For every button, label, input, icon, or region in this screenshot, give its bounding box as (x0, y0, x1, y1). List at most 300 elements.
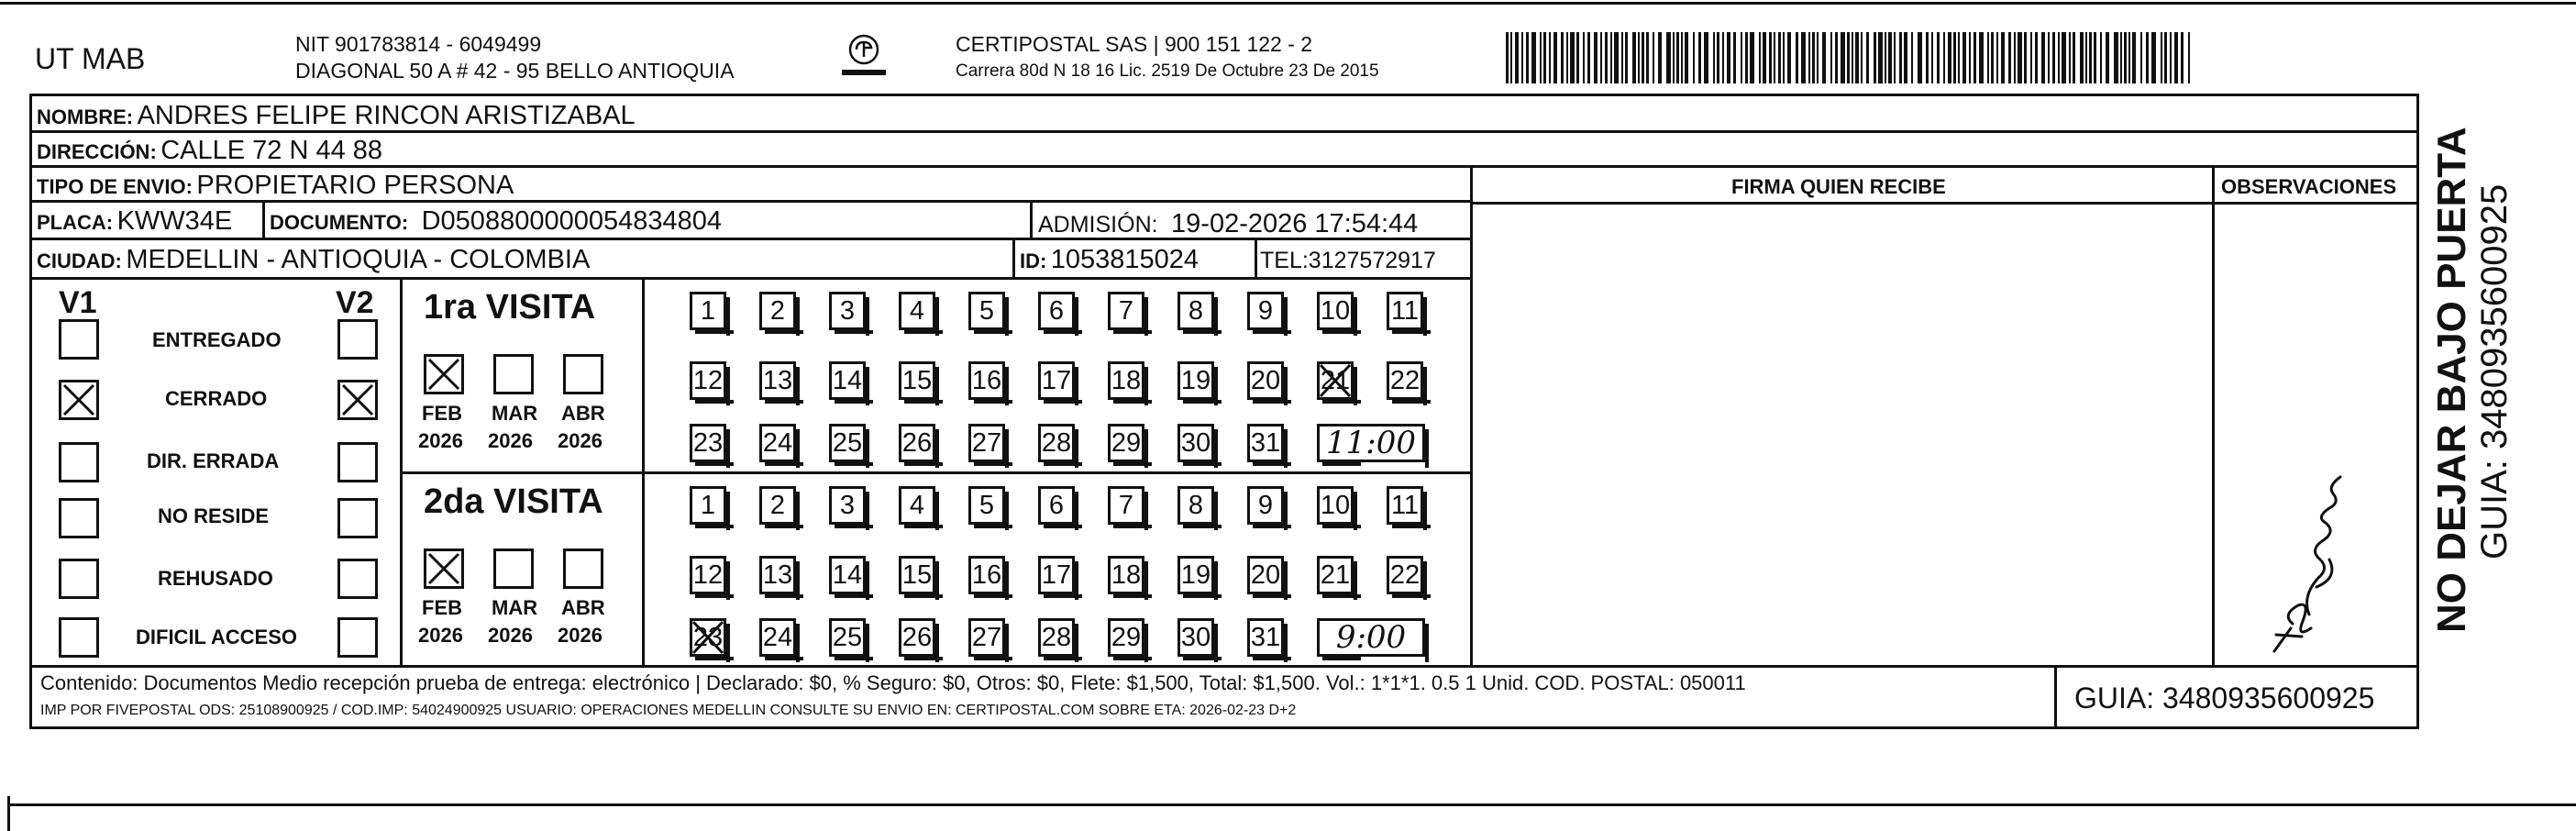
divider-tel (1255, 238, 1257, 278)
visit-day-box[interactable] (1387, 486, 1423, 525)
visit-month-checkbox[interactable] (563, 548, 603, 589)
divider-admision (1030, 200, 1033, 238)
name-label: NOMBRE: (37, 105, 134, 128)
sender-address: DIAGONAL 50 A # 42 - 95 BELLO ANTIOQUIA (295, 59, 735, 83)
visit-day-box[interactable] (829, 424, 866, 462)
city-value: MEDELLIN - ANTIOQUIA - COLOMBIA (126, 245, 591, 274)
visit-day-box[interactable] (1108, 556, 1144, 594)
visit-day-number: 4 (909, 490, 925, 520)
visit-day-number: 4 (909, 295, 925, 326)
visit-day-box[interactable] (1177, 361, 1214, 400)
barcode-bar (1937, 32, 1940, 83)
barcode-bar (2058, 32, 2060, 83)
visit-month-checkbox[interactable] (424, 354, 464, 394)
visit-day-box[interactable] (968, 486, 1005, 525)
status-label: CERRADO (165, 387, 268, 410)
visit-day-box[interactable] (899, 292, 935, 330)
visit-day-number: 9 (1257, 490, 1274, 520)
visit-day-number: 3 (839, 490, 856, 520)
status-v2-checkbox[interactable] (337, 319, 378, 360)
status-v1-checkbox[interactable] (59, 319, 99, 360)
status-v1-checkbox[interactable] (59, 380, 99, 420)
barcode-bar (1727, 32, 1730, 83)
visit-day-number: 10 (1320, 490, 1351, 520)
status-v2-checkbox[interactable] (337, 442, 378, 482)
status-label: REHUSADO (158, 567, 273, 590)
certipostal-logo (836, 31, 891, 83)
visit-day-box[interactable] (690, 361, 726, 400)
barcode-bar (1822, 32, 1826, 83)
barcode-bar (1540, 32, 1542, 83)
barcode-bar (1931, 32, 1933, 83)
visit-day-box[interactable] (759, 556, 796, 594)
cut-line-tick (7, 796, 10, 831)
visit-day-number: 2 (769, 490, 786, 520)
visit-month-checkbox[interactable] (493, 548, 534, 589)
barcode-bar (1642, 32, 1644, 83)
barcode-bar (1953, 32, 1956, 83)
city-label: CIUDAD: (37, 249, 122, 272)
status-v2-checkbox[interactable] (337, 617, 378, 658)
visit-day-number: 20 (1250, 365, 1281, 395)
visit-title: 1ra VISITA (424, 288, 596, 327)
visit-day-number: 26 (901, 427, 933, 458)
visit-day-number: 23 (692, 427, 724, 458)
barcode-bar (1962, 32, 1966, 83)
visit-year-label: 2026 (488, 624, 533, 647)
divider-id (1012, 238, 1015, 278)
barcode-bar (1583, 32, 1585, 83)
barcode-bar (2030, 32, 2032, 83)
visit-day-box[interactable] (1038, 618, 1075, 657)
visit-day-number: 14 (832, 560, 863, 590)
status-label: ENTREGADO (152, 328, 282, 351)
barcode-bar (2073, 32, 2075, 83)
barcode-bar (1704, 32, 1708, 83)
footer-content: Contenido: Documentos Medio recepción prueba de entrega: electrónico | Declarado: $0, % Seguro: $0, Otros: $0, Flete: $1,500, Total: $1,500. Vol.: 1*1*1. 0.5 1 Unid. COD. POSTAL: 050011 (40, 671, 1746, 694)
visit-day-number: 30 (1180, 427, 1211, 458)
visit-day-box[interactable] (1177, 486, 1214, 525)
visit-day-number: 25 (832, 427, 863, 458)
visit-day-number: 22 (1389, 365, 1421, 395)
sender-name: UT MAB (35, 42, 146, 75)
visit-day-box[interactable] (1177, 618, 1214, 657)
barcode-bar (2041, 32, 2045, 83)
status-label: DIFICIL ACCESO (136, 626, 298, 648)
visit-day-box[interactable] (968, 361, 1005, 400)
visit-day-number: 19 (1180, 365, 1211, 395)
plate-label: PLACA: (37, 211, 114, 234)
barcode-bar (1979, 32, 1984, 83)
barcode-bar (1812, 32, 1815, 83)
visit-day-box[interactable] (968, 618, 1005, 657)
barcode-bar (2170, 32, 2172, 83)
barcode-bar (1676, 32, 1679, 83)
barcode-bar (1681, 32, 1683, 83)
admission-row (1038, 211, 1418, 238)
visit-month-checkbox[interactable] (493, 354, 534, 394)
visit-day-box[interactable] (899, 556, 935, 594)
footer-divider (2054, 665, 2057, 729)
barcode-bar (1646, 32, 1649, 83)
visit-day-number: 28 (1041, 622, 1072, 652)
barcode-bar (1741, 32, 1742, 83)
visit-day-box[interactable] (1108, 424, 1144, 462)
barcode-bar (1717, 32, 1719, 83)
barcode-bar (1874, 32, 1876, 83)
barcode-bar (2146, 32, 2149, 83)
barcode-bar (1888, 32, 1892, 83)
top-rule (0, 2, 2576, 5)
visit-day-box[interactable] (968, 556, 1005, 594)
visit-year-label: 2026 (558, 429, 603, 452)
barcode (1506, 0, 2189, 92)
visit-day-box[interactable] (1247, 556, 1284, 594)
status-label: DIR. ERRADA (147, 449, 280, 472)
visit-day-box[interactable] (1177, 424, 1214, 462)
barcode-bar (1943, 32, 1945, 83)
barcode-bar (1531, 32, 1536, 83)
visit-day-number: 5 (978, 295, 995, 326)
visit-day-number: 17 (1041, 365, 1072, 395)
barcode-bar (1621, 32, 1623, 83)
divider-obs (2212, 165, 2215, 665)
barcode-bar (1948, 32, 1951, 83)
barcode-bar (2018, 32, 2022, 83)
barcode-bar (1561, 32, 1564, 83)
status-v2-checkbox[interactable] (337, 559, 378, 599)
barcode-bar (2069, 32, 2071, 83)
visit-day-number: 24 (762, 622, 793, 652)
visit-month-checkbox[interactable] (563, 354, 603, 394)
visit-day-box[interactable] (1108, 486, 1144, 525)
type-value: PROPIETARIO PERSONA (196, 171, 514, 200)
signature (2238, 440, 2366, 660)
visit-day-box[interactable] (829, 486, 866, 525)
visit-day-box[interactable] (1038, 556, 1075, 594)
visit-year-label: 2026 (558, 624, 603, 647)
visit-day-number: 20 (1250, 560, 1281, 590)
visit-day-number: 9 (1257, 295, 1274, 326)
visit-day-number: 19 (1180, 560, 1211, 590)
barcode-bar (1841, 32, 1845, 83)
barcode-bar (2132, 32, 2136, 83)
visit-day-number: 5 (978, 490, 995, 520)
visit-day-box[interactable] (1247, 486, 1284, 525)
barcode-bar (2114, 32, 2118, 83)
barcode-bar (1614, 32, 1619, 83)
visit-day-box[interactable] (759, 618, 796, 657)
visit-day-box[interactable] (829, 556, 866, 594)
barcode-bar (1733, 32, 1736, 83)
barcode-bar (2008, 32, 2011, 83)
visit-day-number: 22 (1389, 560, 1421, 590)
visit-time-box[interactable] (1317, 424, 1425, 462)
visit-day-number: 14 (832, 365, 863, 395)
visit-day-number: 18 (1111, 560, 1142, 590)
barcode-bar (2014, 32, 2016, 83)
visit-day-box[interactable] (759, 424, 796, 462)
barcode-bar (1996, 32, 1998, 83)
visit-time-box[interactable] (1317, 618, 1425, 657)
barcode-bar (1783, 32, 1785, 83)
barcode-bar (1605, 32, 1608, 83)
status-v1-checkbox[interactable] (59, 498, 99, 538)
cut-line (7, 803, 2576, 806)
barcode-bar (1855, 32, 1859, 83)
id-value: 1053815024 (1050, 245, 1200, 274)
visit-day-box[interactable] (899, 424, 935, 462)
barcode-bar (1713, 32, 1715, 83)
barcode-bar (1653, 32, 1654, 83)
barcode-bar (1801, 32, 1806, 83)
barcode-bar (1763, 32, 1766, 83)
visit-day-number: 11 (1390, 490, 1420, 520)
barcode-bar (1685, 32, 1688, 83)
barcode-bar (2052, 32, 2055, 83)
visit-year-label: 2026 (488, 429, 533, 452)
barcode-bar (1673, 32, 1675, 83)
visit-day-box[interactable] (1038, 292, 1075, 330)
visit-day-box[interactable] (690, 292, 726, 330)
visit-day-number: 1 (700, 295, 716, 326)
barcode-bar (2120, 32, 2122, 83)
barcode-bar (1911, 32, 1913, 83)
barcode-bar (1918, 32, 1922, 83)
barcode-bar (2174, 32, 2178, 83)
visit-day-number: 25 (832, 622, 863, 652)
company-license: Carrera 80d N 18 16 Lic. 2519 De Octubre 23 De 2015 (956, 61, 1379, 81)
admission-value: 19-02-2026 17:54:44 (1171, 209, 1419, 238)
tel-value: 3127572917 (1308, 248, 1436, 273)
status-v2-checkbox[interactable] (337, 380, 378, 420)
barcode-bar (1899, 32, 1902, 83)
visit-day-number: 7 (1118, 490, 1134, 520)
visit-day-box[interactable] (1247, 361, 1284, 400)
visit-day-box[interactable] (1387, 361, 1423, 400)
barcode-bar (1894, 32, 1896, 83)
visit-day-box[interactable] (1108, 618, 1144, 657)
status-v1-checkbox[interactable] (59, 559, 99, 599)
visit-day-number: 16 (971, 560, 1002, 590)
barcode-bar (1521, 32, 1523, 83)
barcode-bar (2080, 32, 2084, 83)
barcode-bar (1852, 32, 1853, 83)
visit-day-number: 13 (762, 365, 793, 395)
visit-day-number: 3 (839, 295, 856, 326)
visit-month-label: ABR (561, 402, 605, 425)
tel-row (1260, 249, 1436, 272)
barcode-bar (1796, 32, 1798, 83)
visit-day-number: 30 (1180, 622, 1211, 652)
visit-day-box[interactable] (759, 486, 796, 525)
visit-day-number: 16 (971, 365, 1002, 395)
address-row (37, 138, 382, 164)
visit-day-box[interactable] (899, 361, 935, 400)
visit-day-box[interactable] (1038, 486, 1075, 525)
visit-day-number: 11 (1390, 295, 1420, 326)
id-label: ID: (1020, 249, 1047, 272)
row-rule (1470, 202, 2419, 205)
plate-value: KWW34E (116, 206, 233, 236)
visit-day-box[interactable] (690, 424, 726, 462)
barcode-bar (1808, 32, 1810, 83)
barcode-bar (1553, 32, 1557, 83)
barcode-bar (1885, 32, 1886, 83)
divider-placa (262, 200, 265, 238)
visit-day-number: 7 (1118, 295, 1134, 326)
visit-day-box[interactable] (1177, 556, 1214, 594)
barcode-bar (2151, 32, 2156, 83)
barcode-bar (2106, 32, 2109, 83)
tel-label: TEL: (1260, 248, 1309, 273)
visit-day-box[interactable] (829, 292, 866, 330)
v1-header: V1 (59, 285, 97, 320)
visit-day-number: 6 (1048, 295, 1065, 326)
barcode-bar (1987, 32, 1989, 83)
visit-title: 2da VISITA (424, 482, 603, 521)
visit-day-number: 31 (1250, 622, 1281, 652)
visit-day-box[interactable] (759, 292, 796, 330)
barcode-bar (1638, 32, 1640, 83)
visit-day-box[interactable] (1108, 361, 1144, 400)
visit-day-number: 21 (1320, 365, 1351, 395)
barcode-bar (1698, 32, 1701, 83)
barcode-bar (1515, 32, 1519, 83)
day-mark (1317, 361, 1354, 400)
barcode-bar (1745, 32, 1748, 83)
barcode-bar (1526, 32, 1529, 83)
barcode-bar (1973, 32, 1976, 83)
barcode-bar (1769, 32, 1772, 83)
status-v1-checkbox[interactable] (59, 617, 99, 658)
visit-month-checkbox[interactable] (424, 548, 464, 589)
visit-day-box[interactable] (1317, 556, 1354, 594)
barcode-bar (1610, 32, 1612, 83)
visit-day-box[interactable] (1038, 424, 1075, 462)
firma-header: FIRMA QUIEN RECIBE (1731, 175, 1946, 198)
barcode-bar (1566, 32, 1568, 83)
visit-day-box[interactable] (1317, 361, 1354, 400)
visit-month-label: FEB (422, 596, 462, 619)
status-v2-checkbox[interactable] (337, 498, 378, 538)
visit-day-box[interactable] (899, 486, 935, 525)
visit-day-box[interactable] (1387, 556, 1423, 594)
barcode-bar (1722, 32, 1724, 83)
type-label: TIPO DE ENVIO: (37, 175, 193, 198)
visit-day-box[interactable] (1247, 292, 1284, 330)
visit-day-box[interactable] (899, 618, 935, 657)
barcode-bar (2048, 32, 2050, 83)
visit-day-box[interactable] (690, 486, 726, 525)
visit-time: 11:00 (1326, 425, 1416, 461)
barcode-bar (1866, 32, 1869, 83)
visit-month-label: ABR (561, 596, 605, 619)
row-rule (29, 200, 1472, 203)
barcode-bar (2161, 32, 2162, 83)
visit-day-box[interactable] (1247, 618, 1284, 657)
barcode-bar (1847, 32, 1850, 83)
visit-day-box[interactable] (690, 556, 726, 594)
barcode-bar (1904, 32, 1907, 83)
barcode-bar (1774, 32, 1775, 83)
barcode-bar (2181, 32, 2184, 83)
visit-day-box[interactable] (829, 361, 866, 400)
status-v1-checkbox[interactable] (59, 442, 99, 482)
doc-value: D0508800000054834804 (421, 206, 722, 236)
barcode-bar (1576, 32, 1579, 83)
doc-label: DOCUMENTO: (270, 211, 409, 234)
visit-day-number: 26 (901, 622, 933, 652)
visit-time: 9:00 (1335, 619, 1407, 656)
day-mark (690, 618, 726, 657)
visit-day-box[interactable] (690, 618, 726, 657)
visit-day-number: 29 (1111, 427, 1142, 458)
visit-day-box[interactable] (1317, 486, 1354, 525)
barcode-bar (1778, 32, 1781, 83)
barcode-bar (1878, 32, 1883, 83)
visit-day-number: 27 (971, 427, 1002, 458)
divider-firma (1470, 165, 1473, 665)
visit-day-box[interactable] (968, 424, 1005, 462)
barcode-bar (1506, 32, 1509, 83)
row-rule (29, 130, 2419, 133)
barcode-bar (1835, 32, 1838, 83)
name-row (37, 103, 636, 129)
visit-day-box[interactable] (1247, 424, 1284, 462)
visit-month-label: FEB (422, 402, 462, 425)
visit-day-box[interactable] (1317, 292, 1354, 330)
visit-day-number: 1 (700, 490, 716, 520)
visit-day-box[interactable] (1108, 292, 1144, 330)
side-warning: NO DEJAR BAJO PUERTA (2429, 127, 2474, 633)
barcode-bar (1817, 32, 1819, 83)
visit-day-box[interactable] (968, 292, 1005, 330)
type-row (37, 172, 514, 199)
visit-day-number: 15 (901, 560, 933, 590)
barcode-bar (2001, 32, 2005, 83)
footer-rule (29, 665, 2419, 668)
barcode-bar (1787, 32, 1791, 83)
barcode-bar (1587, 32, 1590, 83)
visit-day-box[interactable] (1387, 292, 1423, 330)
company-name: CERTIPOSTAL SAS | 900 151 122 - 2 (956, 32, 1313, 56)
visit-day-number: 10 (1320, 295, 1351, 326)
barcode-bar (2140, 32, 2142, 83)
visit-day-number: 27 (971, 622, 1002, 652)
visit-day-box[interactable] (759, 361, 796, 400)
visit-day-box[interactable] (1177, 292, 1214, 330)
barcode-bar (2124, 32, 2127, 83)
address-value: CALLE 72 N 44 88 (160, 136, 383, 165)
visit-day-box[interactable] (1038, 361, 1075, 400)
visit-day-number: 12 (692, 560, 724, 590)
visit-day-number: 13 (762, 560, 793, 590)
barcode-bar (1759, 32, 1761, 83)
visit-day-number: 15 (901, 365, 933, 395)
visit-day-number: 24 (762, 427, 793, 458)
barcode-bar (1666, 32, 1671, 83)
visit-day-box[interactable] (829, 618, 866, 657)
barcode-bar (1570, 32, 1575, 83)
city-row (37, 247, 590, 273)
status-label: NO RESIDE (158, 504, 270, 527)
visit-day-number: 8 (1188, 295, 1204, 326)
visit-day-number: 28 (1041, 427, 1072, 458)
admission-label: ADMISIÓN: (1038, 212, 1158, 238)
barcode-bar (1969, 32, 1971, 83)
address-label: DIRECCIÓN: (37, 140, 157, 163)
